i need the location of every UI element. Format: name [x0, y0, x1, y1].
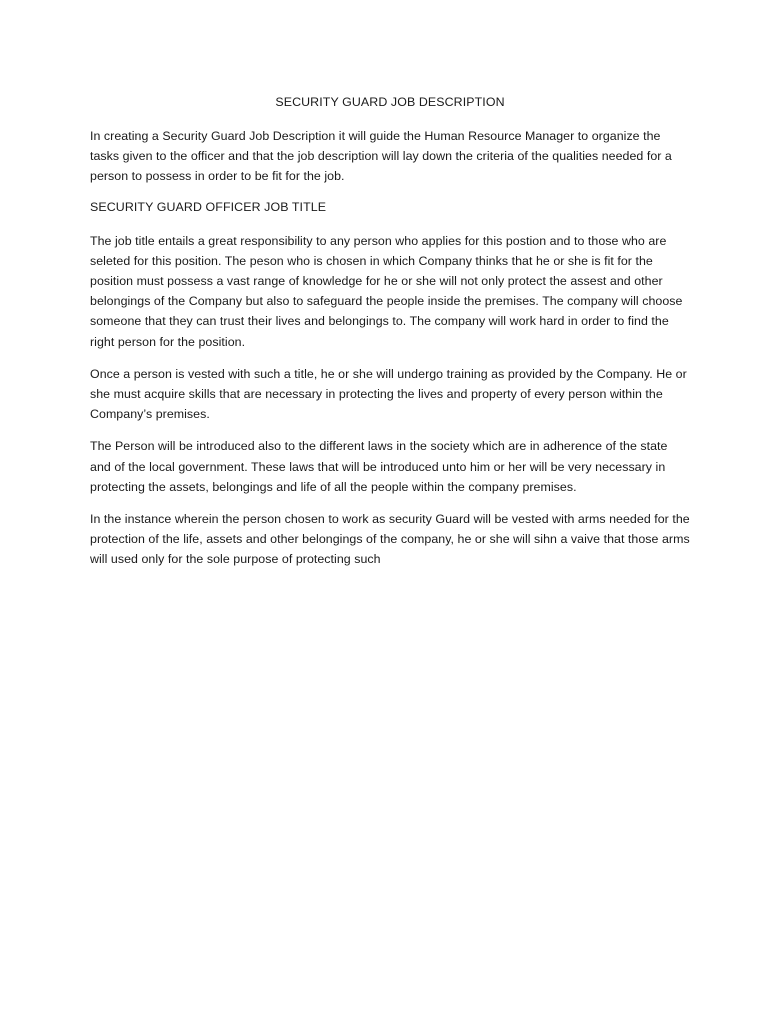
document-title: SECURITY GUARD JOB DESCRIPTION: [275, 95, 505, 109]
body-paragraph: In the instance wherein the person chosen to work as security Guard will be vested with arms needed for the protection of the life, assets and other belongings of the company, he or she will sihn a vaive that those arms will used only for the sole purpose of protecting such: [90, 512, 690, 567]
intro-paragraph: In creating a Security Guard Job Description it will guide the Human Resource Manager to organize the tasks given to the officer and that the job description will lay down the criteria of the qualities needed for a person to possess in order to be fit for the job.: [90, 129, 672, 184]
document-body: [90, 94, 690, 582]
body-paragraph: Once a person is vested with such a title, he or she will undergo training as provided by the Company. He or she must acquire skills that are necessary in protecting the lives and property of every person within the Company’s premises.: [90, 366, 687, 422]
body-paragraph: The job title entails a great responsibility to any person who applies for this postion and to those who are seleted for this position. The peson who is chosen in which Company thinks that he or she is fit for the position must possess a vast range of knowledge for he or she will not only protect the assest and other belongings of the Company but also to safeguard the people inside the premises. The company will choose someone that they can trust their lives and belongings to. The company will work hard in order to find the right person for the position.: [90, 233, 683, 349]
body-paragraph: The Person will be introduced also to the different laws in the society which are in adherence of the state and of the local government. These laws that will be introduced unto him or her will be very necessary in protecting the assets, belongings and life of all the people within the company premises.: [90, 439, 668, 494]
section-heading: SECURITY GUARD OFFICER JOB TITLE: [90, 199, 327, 214]
